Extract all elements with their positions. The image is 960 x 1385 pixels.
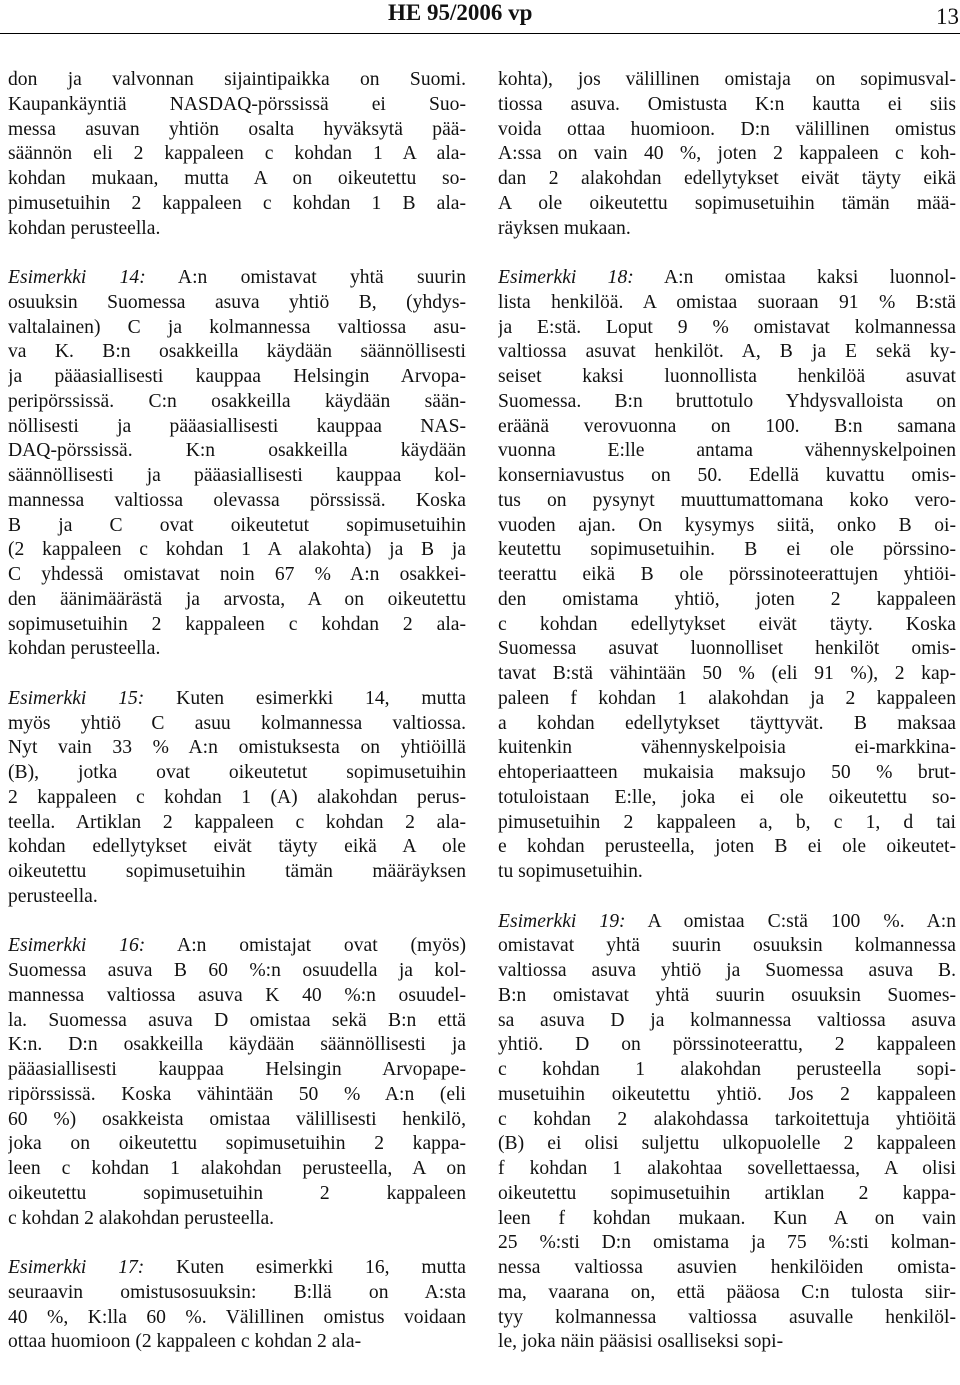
text-line: tus on pysynyt muuttumattomana koko vero- <box>498 489 956 511</box>
text-line: Esimerkki 14: A:n omistavat yhtä suurin <box>8 267 466 288</box>
text-line: säännön eli 2 kappaleen c kohdan 1 A ala- <box>8 143 466 165</box>
text-line: pimusetuihin 2 kappaleen a, b, c 1, d tai <box>498 811 956 833</box>
text-line: ripörssissä. Koska vähintään 50 % A:n (eli <box>8 1083 466 1105</box>
text-line: a kohdan edellytykset täyttyvät. B maksaa <box>498 712 956 734</box>
text-line: musetuihin oikeutettu yhtiö. Jos 2 kappaleen <box>498 1083 956 1105</box>
text-line: omistavat yhtä suurin osuuksin kolmannessa <box>498 935 956 957</box>
text-line: leen c kohdan 1 alakohdan perusteella, A on <box>8 1158 466 1179</box>
text-line: kohdan perusteella. <box>8 638 161 660</box>
text-line: le, joka näin pääsisi osalliseksi sopi- <box>498 1331 784 1353</box>
text-line: Esimerkki 15: Kuten esimerkki 14, mutta <box>8 687 466 709</box>
example-label: Esimerkki 16: <box>8 935 146 957</box>
text-line: Suomessa. B:n bruttotulo Yhdysvalloista on <box>498 390 956 412</box>
text-line: ehtoperiaatteen mukaisia maksujo 50 % brut- <box>498 762 956 783</box>
text-line: la. Suomessa asuva D omistaa sekä B:n että <box>8 1009 466 1031</box>
text-line: 25 %:sti D:n omistama ja 75 %:sti kolman- <box>498 1232 956 1254</box>
text-line: tyy kolmannessa valtiossa asuvalle henkilöl- <box>498 1306 956 1328</box>
text-line: c kohdan 2 alakohdan perusteella. <box>8 1207 275 1229</box>
text-line: c kohdan 1 alakohdan perusteella sopi- <box>498 1059 956 1080</box>
text-line: kohdan mukaan, mutta A on oikeutettu so- <box>8 168 466 189</box>
text-line: f kohdan 1 alakohtaa sovellettaessa, A olisi <box>498 1158 956 1179</box>
right-paragraph <box>498 910 956 1356</box>
text-line: don ja valvonnan sijaintipaikka on Suomi. <box>8 69 466 90</box>
text-line: räyksen mukaan. <box>498 217 631 239</box>
text-line: 40 %, K:lla 60 %. Välillinen omistus voidaan <box>8 1306 466 1328</box>
text-line: ja E:stä. Loput 9 % omistavat kolmannessa <box>498 316 956 338</box>
text-line: den omistama yhtiö, joten 2 kappaleen <box>498 588 956 610</box>
left-column <box>8 68 466 1355</box>
text-line: c kohdan 2 alakohdassa tarkoitettuja yhtiöitä <box>498 1108 956 1130</box>
text-line: kuitenkin vähennyskelpoisia ei-markkina- <box>498 737 956 759</box>
text-line: pääasiallisesti kauppaa Helsingin Arvopape- <box>8 1059 466 1080</box>
text-line: dan 2 alakohdan edellytykset eivät täyty eikä <box>498 168 956 189</box>
text-line: tiossa asuva. Omistusta K:n kautta ei siis <box>498 93 956 115</box>
text-line: va K. B:n osakkeilla käydään säännöllisesti <box>8 341 466 363</box>
text-line: mannessa valtiossa asuva K 40 %:n osuudel- <box>8 984 466 1006</box>
text-line: myös yhtiö C asuu kolmannessa valtiossa. <box>8 712 466 734</box>
right-paragraph <box>498 68 956 241</box>
text-line: teella. Artiklan 2 kappaleen c kohdan 2 ala- <box>8 811 466 833</box>
text-line: valtiossa asuvat henkilöt. A, B ja E sekä ky- <box>498 341 956 363</box>
text-line: (2 kappaleen c kohdan 1 A alakohta) ja B ja <box>8 539 466 561</box>
text-line: lista henkilöä. A omistaa suoraan 91 % B:stä <box>498 291 956 313</box>
text-line: Esimerkki 19: A omistaa C:stä 100 %. A:n <box>498 910 956 932</box>
text-line: tavat B:stä vähintään 50 % (eli 91 %), 2 kap- <box>498 663 956 684</box>
text-line: A ole oikeutettu sopimusetuihin tämän mää- <box>498 192 956 214</box>
text-line: kohdan edellytykset eivät täyty eikä A ole <box>8 836 466 858</box>
text-line: peripörssissä. C:n osakkeilla käydään sään- <box>8 390 466 412</box>
text-line: seiset kaksi luonnollista henkilöä asuvat <box>498 366 956 387</box>
text-line: ottaa huomioon (2 kappaleen c kohdan 2 ala- <box>8 1331 362 1353</box>
example-label: Esimerkki 14: <box>8 267 146 288</box>
text-line: Suomessa asuvat luonnolliset henkilöt omis- <box>498 638 956 660</box>
left-paragraph <box>8 68 466 241</box>
text-line: K:n. D:n osakkeilla käydään säännöllisesti ja <box>8 1034 466 1056</box>
example-label: Esimerkki 17: <box>8 1257 145 1278</box>
text-line: voida ottaa huomioon. D:n välillinen omistus <box>498 118 956 140</box>
text-line: (B) ei olisi suljettu ulkopuolelle 2 kappaleen <box>498 1133 956 1155</box>
text-line: vuoden ajan. On kysymys siitä, onko B oi- <box>498 514 956 536</box>
text-line: messa asuvan yhtiön osalta hyväksytä pää- <box>8 118 466 140</box>
text-line: nessa valtiossa asuvien henkilöiden omista- <box>498 1257 956 1278</box>
text-line: Nyt vain 33 % A:n omistuksesta on yhtiöillä <box>8 737 466 759</box>
text-line: yhtiö. D on pörssinoteerattu, 2 kappaleen <box>498 1034 956 1056</box>
right-paragraph <box>498 266 956 885</box>
text-line: vuonna E:lle antama vähennyskelpoinen <box>498 440 956 462</box>
text-line: oikeutettu sopimusetuihin 2 kappaleen <box>8 1182 466 1204</box>
left-paragraph <box>8 687 466 910</box>
text-line: (B), jotka ovat oikeutetut sopimusetuihin <box>8 762 466 783</box>
text-line: totuloistaan E:lle, joka ei ole oikeutettu so- <box>498 786 956 808</box>
text-line: sopimusetuihin 2 kappaleen c kohdan 2 ala- <box>8 613 466 635</box>
text-line: paleen f kohdan 1 alakohdan ja 2 kappaleen <box>498 687 956 709</box>
text-line: Esimerkki 17: Kuten esimerkki 16, mutta <box>8 1257 466 1278</box>
left-paragraph <box>8 266 466 662</box>
text-line: seuraavin omistusosuuksin: B:llä on A:sta <box>8 1281 466 1303</box>
text-line: C yhdessä omistavat noin 67 % A:n osakkei- <box>8 564 466 585</box>
left-paragraph <box>8 1256 466 1355</box>
text-line: DAQ-pörssissä. K:n osakkeilla käydään <box>8 440 466 462</box>
example-label: Esimerkki 18: <box>498 267 634 288</box>
text-line: osuuksin Suomessa asuva yhtiö B, (yhdys- <box>8 291 466 313</box>
text-line: e kohdan perusteella, joten B ei ole oikeutet- <box>498 836 956 858</box>
text-line: eräänä verovuonna on 100. B:n samana <box>498 415 956 437</box>
text-line: ja pääasiallisesti kauppaa Helsingin Arvopa- <box>8 366 466 387</box>
text-line: teerattu eikä B ole pörssinoteerattujen yhtiöi- <box>498 564 956 585</box>
text-line: oikeutettu sopimusetuihin tämän määräyksen <box>8 861 466 882</box>
text-line: pimusetuihin 2 kappaleen c kohdan 1 B ala- <box>8 192 466 214</box>
text-line: ma, vaarana on, että pääosa C:n tulosta siir- <box>498 1281 956 1303</box>
page-number: 13 <box>936 4 959 29</box>
left-paragraph <box>8 934 466 1231</box>
text-line: perusteella. <box>8 885 98 907</box>
text-line: A:ssa on vain 40 %, joten 2 kappaleen c koh- <box>498 143 956 165</box>
right-column <box>498 68 956 1355</box>
text-line: kohta), jos välillinen omistaja on sopimusval- <box>498 69 956 90</box>
text-line: valtiossa asuva yhtiö ja Suomessa asuva B. <box>498 960 956 981</box>
example-label: Esimerkki 19: <box>498 910 626 932</box>
text-line: sa asuva D ja kolmannessa valtiossa asuva <box>498 1009 956 1031</box>
text-line: B ja C ovat oikeutetut sopimusetuihin <box>8 514 466 536</box>
text-line: Kaupankäyntiä NASDAQ-pörssissä ei Suo- <box>8 93 466 115</box>
document-id: HE 95/2006 vp <box>388 0 533 25</box>
example-label: Esimerkki 15: <box>8 687 145 709</box>
text-line: c kohdan edellytykset eivät täyty. Koska <box>498 613 956 635</box>
text-line: Suomessa asuva B 60 %:n osuudella ja kol- <box>8 960 466 981</box>
page-header <box>0 0 960 32</box>
text-line: B:n omistavat yhtä suurin osuuksin Suomes- <box>498 984 956 1006</box>
text-line: leen f kohdan mukaan. Kun A on vain <box>498 1207 956 1229</box>
text-line: joka on oikeutettu sopimusetuihin 2 kappa- <box>8 1133 466 1155</box>
text-line: säännöllisesti ja pääasiallisesti kauppaa kol- <box>8 465 466 486</box>
text-line: tu sopimusetuihin. <box>498 861 643 882</box>
text-line: 60 %) osakkeista omistaa välillisesti henkilö, <box>8 1108 466 1130</box>
text-line: kohdan perusteella. <box>8 217 161 239</box>
text-line: nöllisesti ja pääasiallisesti kauppaa NAS- <box>8 415 466 437</box>
header-rule <box>0 33 960 34</box>
text-line: konserniavustus on 50. Edellä kuvattu omis- <box>498 465 956 486</box>
text-line: 2 kappaleen c kohdan 1 (A) alakohdan perus- <box>8 786 466 808</box>
text-line: keutettu sopimusetuihin. B ei ole pörssino- <box>498 539 956 561</box>
text-line: den äänimäärästä ja arvosta, A on oikeutettu <box>8 588 466 610</box>
text-line: Esimerkki 18: A:n omistaa kaksi luonnol- <box>498 267 956 288</box>
text-line: mannessa valtiossa olevassa pörssissä. Koska <box>8 489 466 511</box>
text-line: valtalainen) C ja kolmannessa valtiossa asu- <box>8 316 466 338</box>
text-line: Esimerkki 16: A:n omistajat ovat (myös) <box>8 935 466 957</box>
text-line: oikeutettu sopimusetuihin artiklan 2 kappa- <box>498 1182 956 1204</box>
